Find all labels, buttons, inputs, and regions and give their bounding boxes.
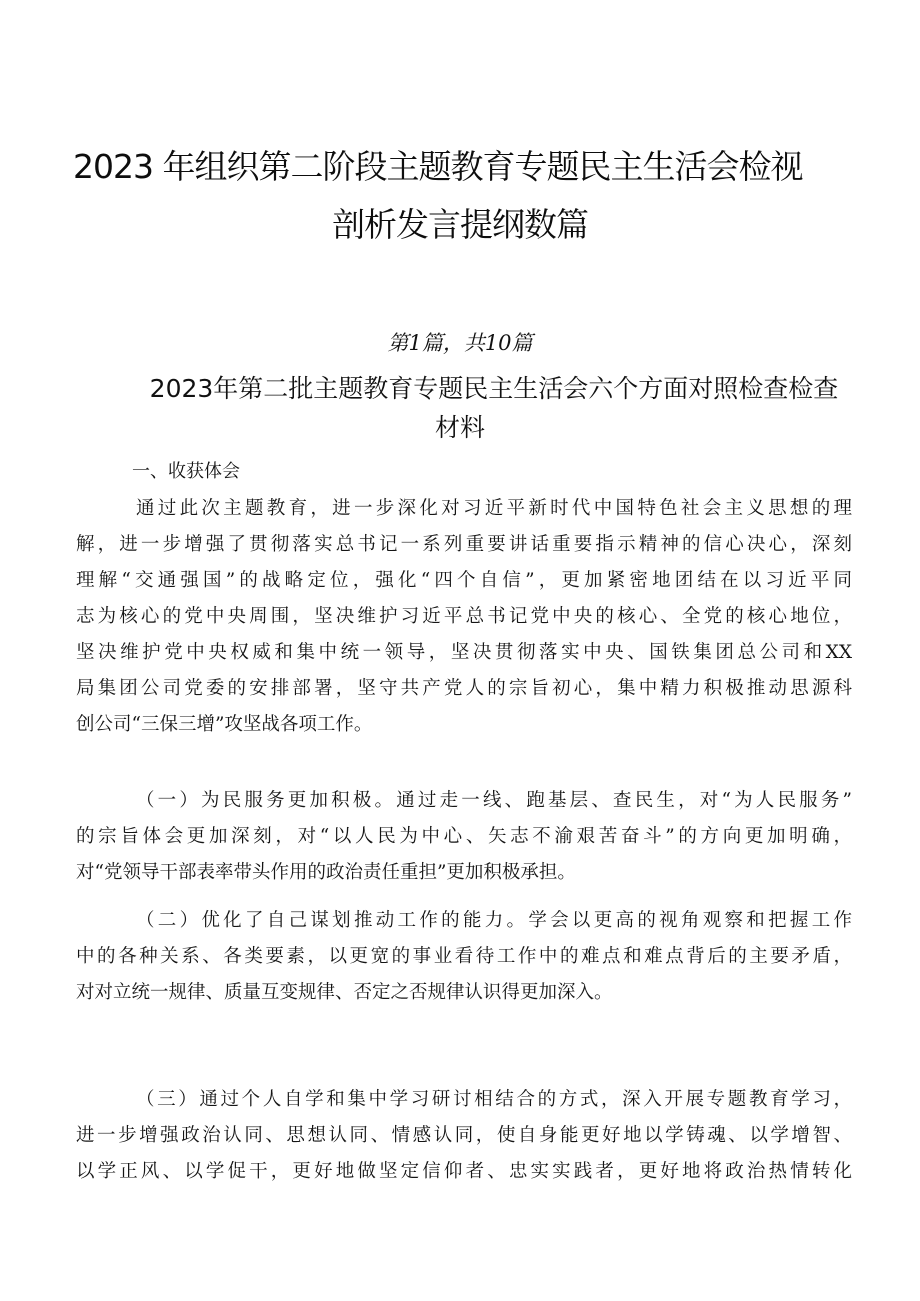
document-title-line-2: 剖析发言提纲数篇 — [332, 205, 588, 244]
paragraph-line: 对“党领导干部表率带头作用的政治责任重担”更加积极承担。 — [76, 862, 576, 883]
paragraph-2 — [76, 783, 852, 891]
paragraph-line: 局集团公司党委的安排部署，坚守共产党人的宗旨初心，集中精力积极推动思源科 — [76, 678, 852, 699]
paragraph-line: 志为核心的党中央周围，坚决维护习近平总书记党中央的核心、全党的核心地位， — [76, 606, 852, 627]
paragraph-line: 进一步增强政治认同、思想认同、情感认同，使自身能更好地以学铸魂、以学增智、 — [76, 1125, 852, 1146]
paragraph-4 — [76, 1082, 852, 1190]
paragraph-line: （三）通过个人自学和集中学习研讨相结合的方式，深入开展专题教育学习， — [136, 1089, 852, 1110]
paragraph-1 — [76, 491, 852, 743]
paragraph-line: 创公司“三保三增”攻坚战各项工作。 — [76, 714, 373, 735]
paragraph-line: （一）为民服务更加积极。通过走一线、跑基层、查民生，对“为人民服务” — [136, 790, 852, 811]
paragraph-line: 中的各种关系、各类要素，以更宽的事业看待工作中的难点和难点背后的主要矛盾， — [76, 946, 852, 967]
paragraph-line: 以学正风、以学促干，更好地做坚定信仰者、忠实实践者，更好地将政治热情转化 — [76, 1161, 852, 1182]
subtitle-line-2: 材料 — [434, 413, 485, 442]
paragraph-line: 对对立统一规律、质量互变规律、否定之否规律认识得更加深入。 — [76, 982, 613, 1003]
part-label: 第1篇，共10篇 — [387, 331, 533, 355]
paragraph-line: 解，进一步增强了贯彻落实总书记一系列重要讲话重要指示精神的信心决心，深刻 — [76, 534, 852, 555]
paragraph-line: 通过此次主题教育，进一步深化对习近平新时代中国特色社会主义思想的理 — [136, 498, 852, 519]
paragraph-3 — [76, 903, 852, 1011]
paragraph-line: 的宗旨体会更加深刻，对“以人民为中心、矢志不渝艰苦奋斗”的方向更加明确， — [76, 826, 852, 847]
paragraph-line: 坚决维护党中央权威和集中统一领导，坚决贯彻落实中央、国铁集团总公司和XX — [76, 642, 852, 663]
section-heading: 一、收获体会 — [132, 461, 240, 482]
paragraph-line: 理解“交通强国”的战略定位，强化“四个自信”，更加紧密地团结在以习近平同 — [76, 570, 852, 591]
document-title-line-1: 2023 年组织第二阶段主题教育专题民主生活会检视 — [73, 147, 803, 186]
subtitle-line-1: 2023年第二批主题教育专题民主生活会六个方面对照检查检查 — [149, 374, 839, 403]
paragraph-line: （二）优化了自己谋划推动工作的能力。学会以更高的视角观察和把握工作 — [136, 910, 852, 931]
